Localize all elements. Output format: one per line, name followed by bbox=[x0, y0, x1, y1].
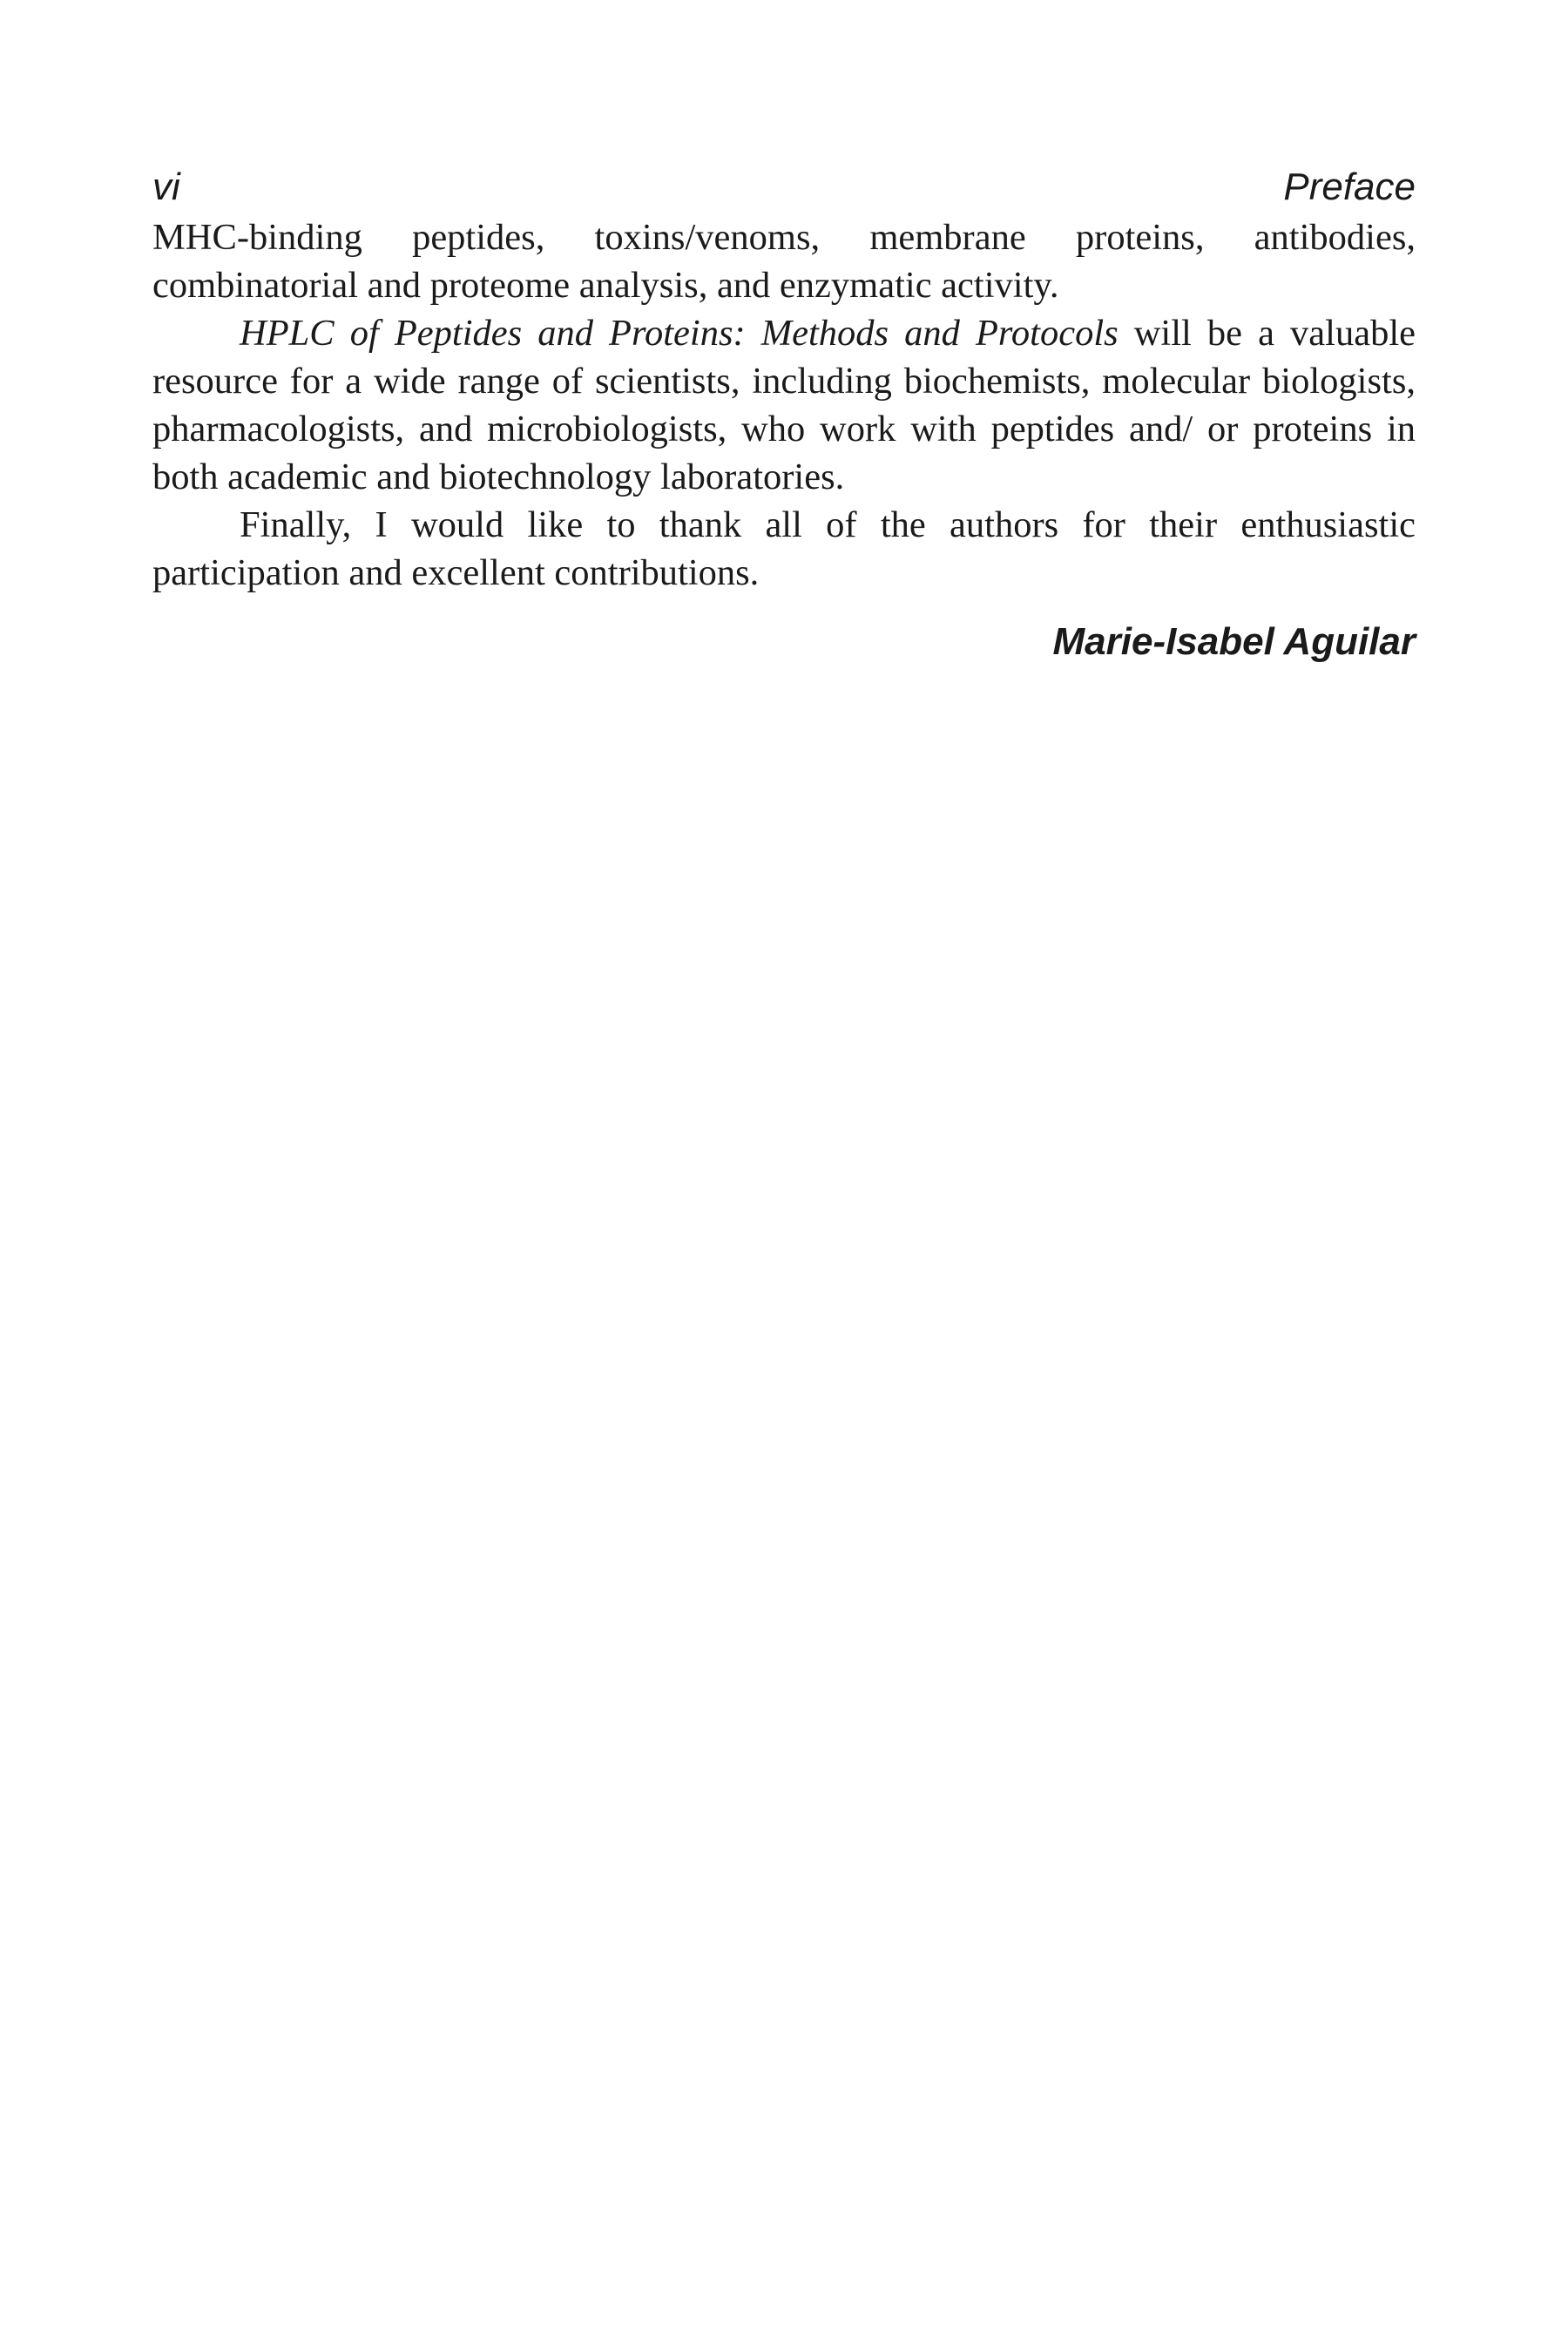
paragraph-continued: MHC-binding peptides, toxins/venoms, membrane proteins, antibodies, combinatorial and proteome analysis, and enzymatic activity. bbox=[152, 217, 1416, 306]
paragraph-acknowledgement: Finally, I would like to thank all of the authors for their enthusiastic participation and excellent contributions. bbox=[152, 504, 1416, 593]
running-head bbox=[152, 161, 1416, 213]
book-page bbox=[152, 161, 1416, 668]
author-signature: Marie-Isabel Aguilar bbox=[1052, 620, 1416, 663]
paragraph-book-description bbox=[152, 309, 1416, 501]
page-number: vi bbox=[152, 166, 180, 208]
paragraph-text: will be a valuable resource for a wide range of scientists, including biochemists, molecular biologists, pharmacologists, and microbiologists, who work with peptides and/ or proteins in both academic and biotechnology laboratories. bbox=[152, 313, 1416, 497]
body-text bbox=[152, 213, 1416, 597]
book-title: HPLC of Peptides and Proteins: Methods and Protocols bbox=[240, 313, 1119, 354]
section-title: Preface bbox=[1283, 166, 1416, 208]
